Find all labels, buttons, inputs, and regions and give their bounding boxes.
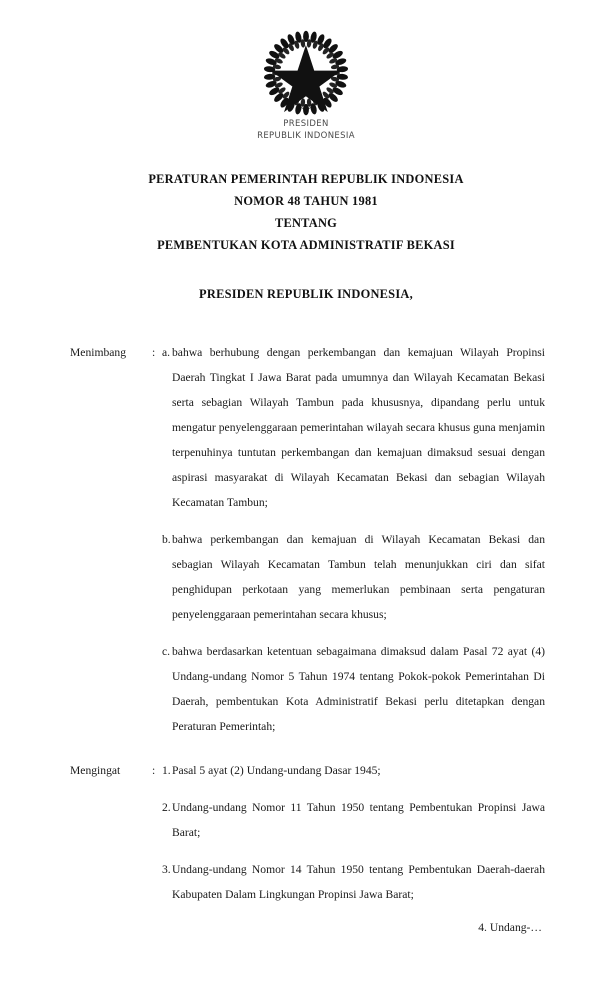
legal-basis-text-1: Pasal 5 ayat (2) Undang-undang Dasar 1945; xyxy=(172,764,381,777)
title-line-about: TENTANG xyxy=(274,216,338,230)
legal-basis-colon: : xyxy=(152,764,156,777)
garuda-star-wreath-emblem xyxy=(260,30,352,116)
consideration-marker-a: a. xyxy=(162,346,171,359)
title-line-number: NOMOR 48 TAHUN 1981 xyxy=(234,194,378,208)
considerations-label: Menimbang xyxy=(70,346,127,359)
emblem-caption-line-1: PRESIDEN xyxy=(283,119,329,129)
legal-basis-section xyxy=(0,758,612,907)
consideration-item-c xyxy=(70,639,545,739)
consideration-marker-b: b. xyxy=(162,533,171,546)
legal-basis-marker-1: 1. xyxy=(162,764,171,777)
issuing-authority: PRESIDEN REPUBLIK INDONESIA, xyxy=(199,287,413,301)
legal-basis-item-3 xyxy=(70,857,545,907)
legal-basis-marker-3: 3. xyxy=(162,863,171,876)
legal-basis-item-1 xyxy=(70,758,545,783)
title-line-regulation: PERATURAN PEMERINTAH REPUBLIK INDONESIA xyxy=(148,172,464,186)
consideration-marker-c: c. xyxy=(162,645,171,658)
legal-basis-label: Mengingat xyxy=(70,764,121,777)
consideration-text-a: bahwa berhubung dengan perkembangan dan kemajuan Wilayah Propinsi Daerah Tingkat I Jawa Barat pada umumnya dan Wilayah Kecamatan Bekasi serta sebagian Wilayah Tambun pada khususnya, dipandang perlu untuk mengatur penyelenggaraan pemerintahan wilayah secara khusus guna menjamin terpenuhinya tuntutan perkembangan dan kemajuan dimaksud sesuai dengan aspirasi masyarakat di Wilayah Kecamatan Bekasi dan sebagian Wilayah Kecamatan Tambun; xyxy=(172,346,545,509)
title-line-subject: PEMBENTUKAN KOTA ADMINISTRATIF BEKASI xyxy=(157,238,455,252)
emblem-caption-line-2: REPUBLIK INDONESIA xyxy=(257,130,355,141)
emblem-header xyxy=(0,30,612,142)
considerations-colon: : xyxy=(152,346,156,359)
consideration-text-c: bahwa berdasarkan ketentuan sebagaimana dimaksud dalam Pasal 72 ayat (4) Undang-undang Nomor 5 Tahun 1974 tentang Pokok-pokok Pemerintahan Di Daerah, pembentukan Kota Administratif Bekasi perlu ditetapkan dengan Peraturan Pemerintah; xyxy=(172,645,545,733)
legal-basis-text-2: Undang-undang Nomor 11 Tahun 1950 tentang Pembentukan Propinsi Jawa Barat; xyxy=(172,801,545,839)
considerations-section xyxy=(0,340,612,739)
legal-basis-text-3: Undang-undang Nomor 14 Tahun 1950 tentang Pembentukan Daerah-daerah Kabupaten Dalam Lingkungan Propinsi Jawa Barat; xyxy=(172,863,545,901)
legal-basis-item-2 xyxy=(70,795,545,845)
consideration-text-b: bahwa perkembangan dan kemajuan di Wilayah Kecamatan Bekasi dan sebagian Wilayah Kecamatan Tambun telah menunjukkan ciri dan sifat penghidupan perkotaan yang memerlukan pembinaan serta pengaturan penyelenggaraan pemerintahan secara khusus; xyxy=(172,533,545,621)
page-continuation-note: 4. Undang-… xyxy=(478,921,542,934)
document-title-block xyxy=(0,168,612,256)
legal-basis-marker-2: 2. xyxy=(162,801,171,814)
emblem-caption xyxy=(0,119,612,142)
document-body xyxy=(0,340,612,907)
consideration-item-b xyxy=(70,527,545,627)
consideration-item-a xyxy=(70,340,545,515)
